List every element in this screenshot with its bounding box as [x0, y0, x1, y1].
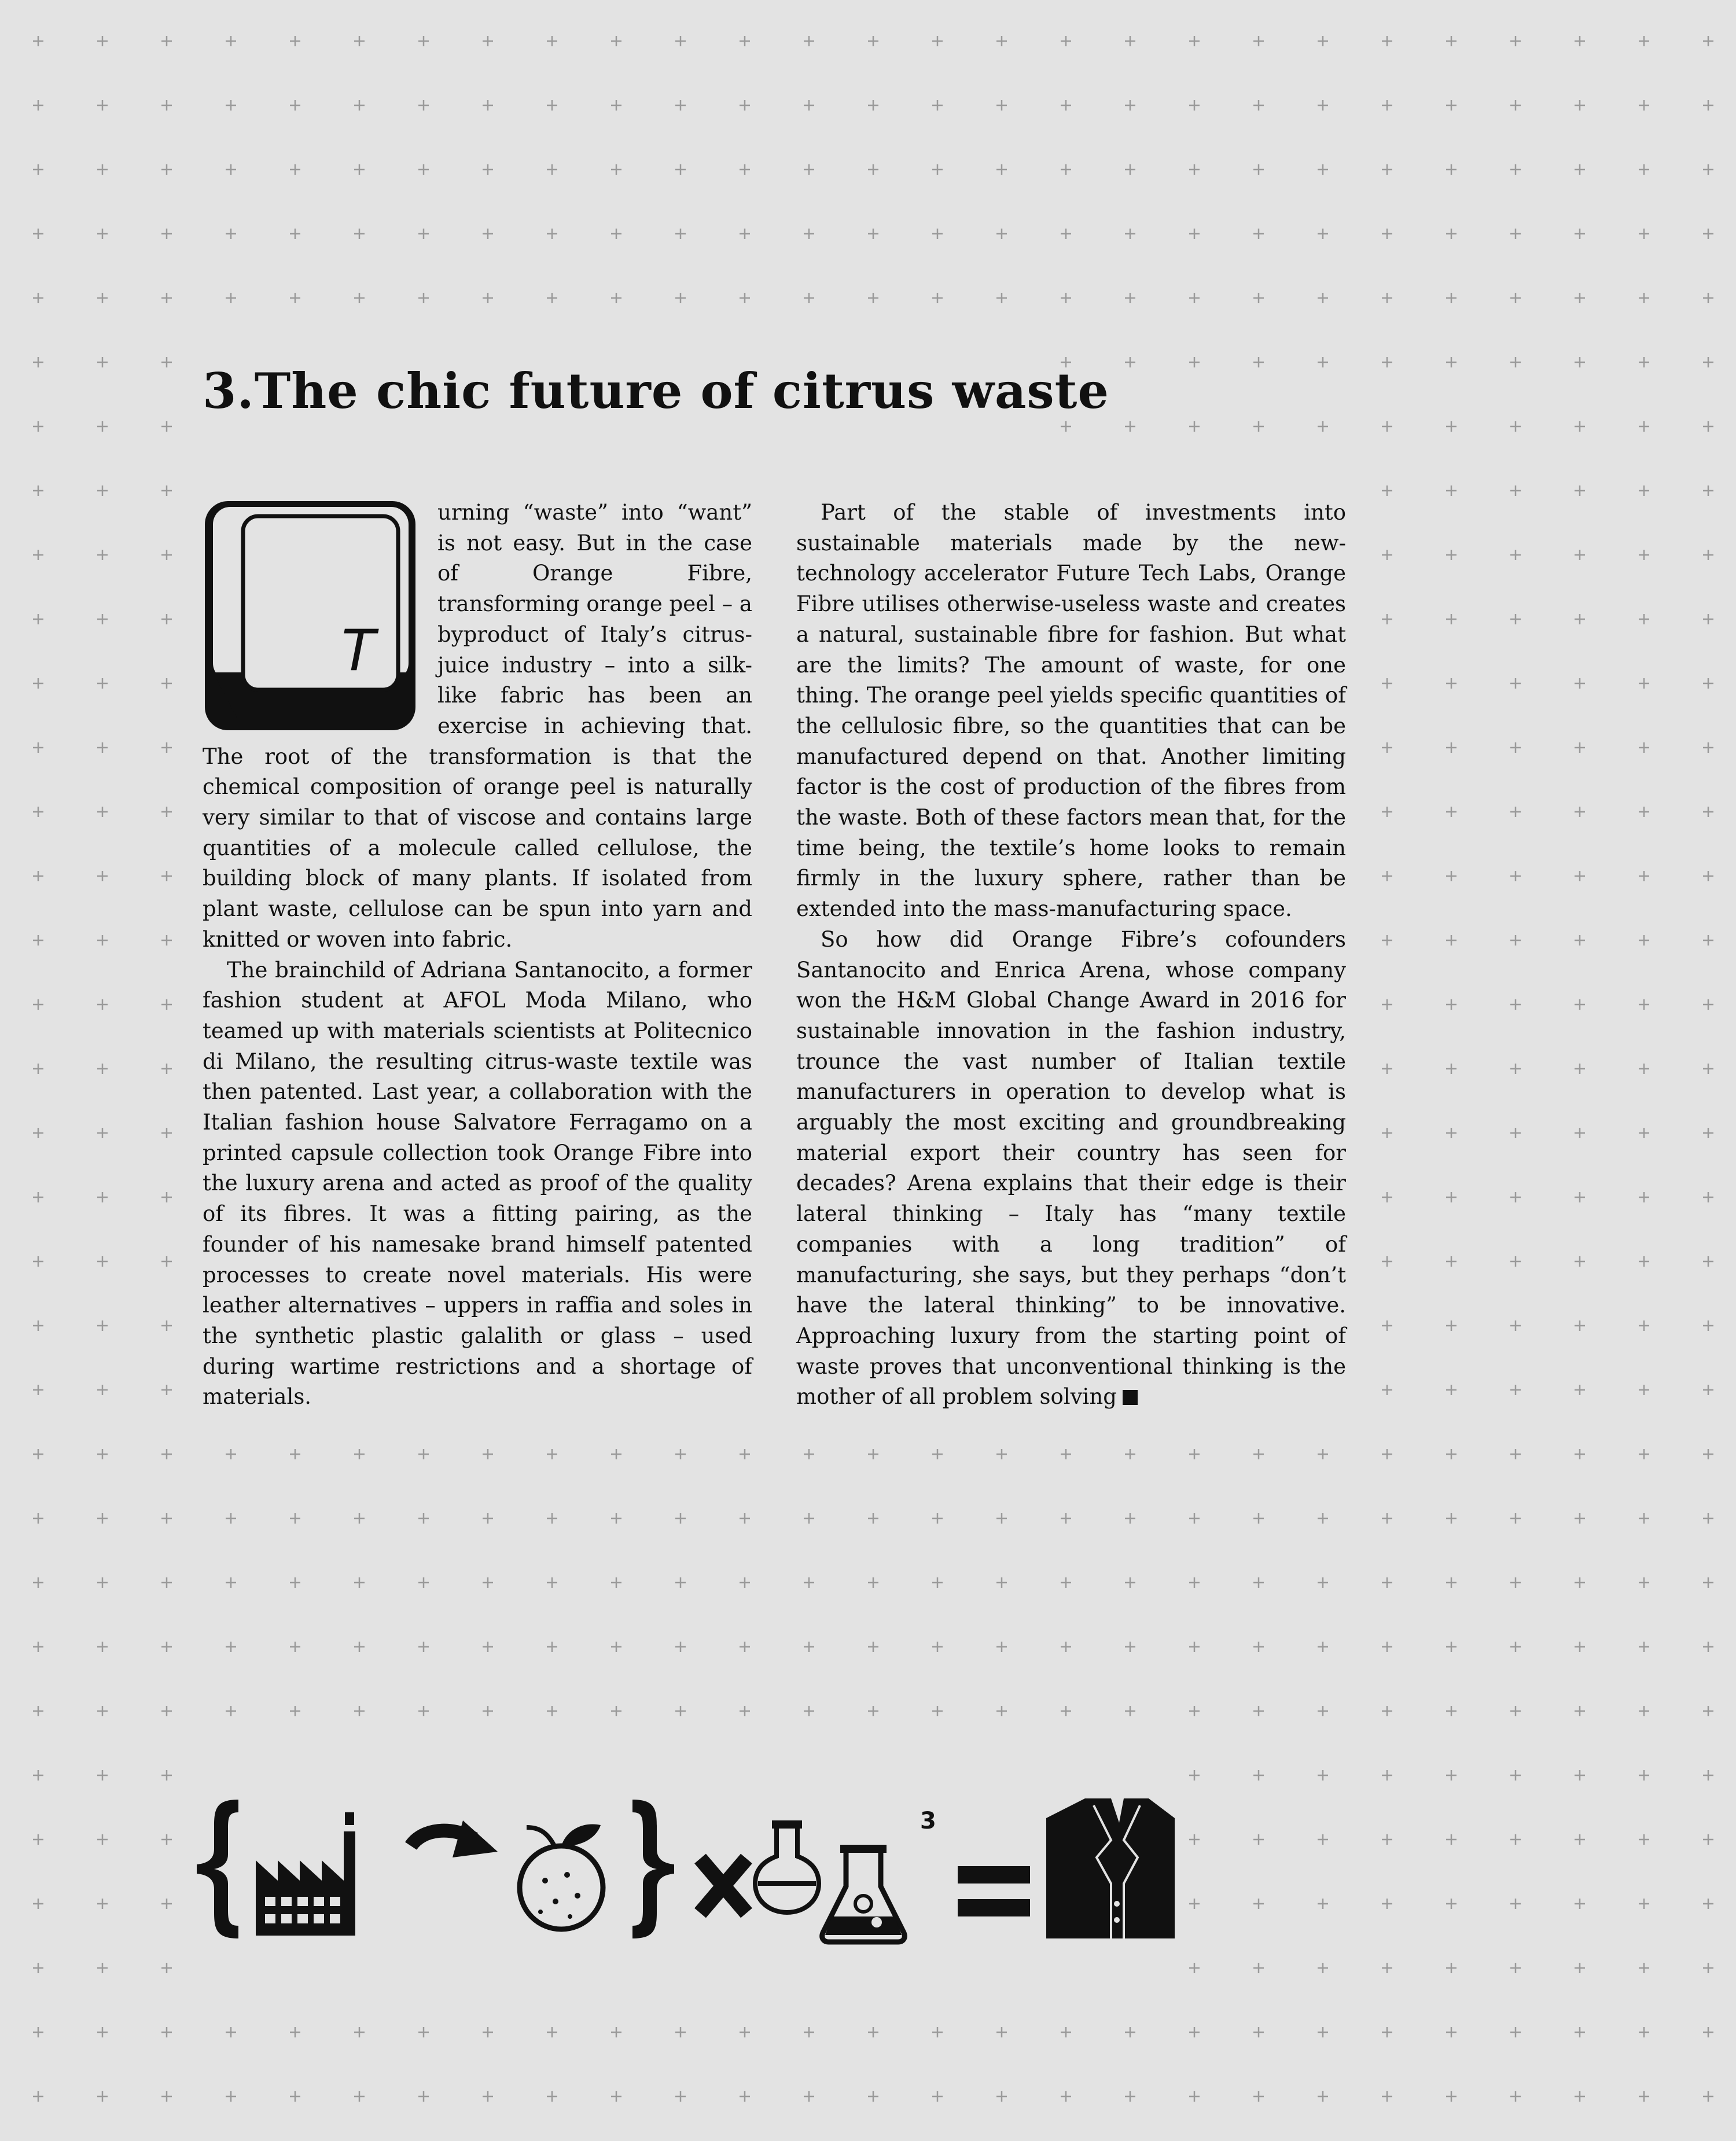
multiply-icon: [700, 1859, 746, 1913]
right-brace-icon: [632, 1800, 674, 1938]
orange-icon: [520, 1824, 603, 1930]
conical-flask-icon: [822, 1845, 905, 1942]
paragraph: Part of the stable of investments into sustainable materials made by the new-technology accelerator Future Tech Labs, Orange Fibre utilises otherwise-useless waste and creates a natural, sustainable fibre for fashion. But what are the limits? The amount of waste, for one thing. The orange peel yields specific quantities of the cellulosic fibre, so the quantities that can be manufactured depend on that. Another limiting factor is the cost of production of the fibres from the waste. Both of these factors mean that, for the time being, the textile’s home looks to remain firmly in the luxury sphere, rather than be extended into the mass-manufacturing space.: [796, 500, 1346, 922]
right-column: [796, 498, 1346, 1412]
jacket-icon: [1046, 1798, 1175, 1938]
paragraph: So how did Orange Fibre’s cofounders Santanocito and Enrica Arena, whose company won the H&M Global Change Award in 2016 for sustainable innovation in the fashion industry, trounce the vast number of Italian textile manufacturers in operation to develop what is arguably the most exciting and groundbreaking material export their country has seen for decades? Arena explains that their edge is their lateral thinking – Italy has “many textile companies with a long tradition” of manufacturing, she says, but they perhaps “don’t have the lateral thinking” to be innovative. Approaching luxury from the starting point of waste proves that unconventional thinking is the mother of all problem solving: [796, 926, 1346, 1410]
left-column: [203, 498, 752, 1412]
left-brace-icon: [197, 1800, 238, 1938]
end-mark-icon: [1123, 1390, 1138, 1405]
drop-cap-letter: T: [339, 616, 376, 683]
curved-arrow-icon: [411, 1820, 498, 1857]
exponent: 3: [920, 1808, 936, 1834]
factory-icon: [256, 1812, 355, 1936]
round-flask-icon: [755, 1820, 819, 1912]
equals-icon: [958, 1866, 1030, 1916]
paragraph: The brainchild of Adriana Santanocito, a former fashion student at AFOL Moda Milano, who teamed up with materials scientists at Politecnico di Milano, the resulting citrus-waste textile was then patented. Last year, a collaboration with the Italian fashion house Salvatore Ferragamo on a printed capsule collection took Orange Fibre into the luxury arena and acted as proof of the quality of its fibres. It was a fitting pairing, as the founder of his namesake brand himself patented processes to create novel materials. His were leather alternatives – uppers in raffia and soles in the synthetic plastic galalith or glass – used during wartime restrictions and a shortage of materials.: [203, 957, 752, 1410]
article-title: 3.The chic future of citrus waste: [203, 362, 1109, 420]
keyboard-key-drop-cap: [203, 499, 418, 733]
equation-illustration: [191, 1765, 1175, 1950]
paragraph: urning “waste” into “want” is not easy. But in the case of Orange Fibre, transforming orange peel – a byproduct of Italy’s citrus-juice industry – into a silk-like fabric has been an exercise in achieving that. The root of the transformation is that the chemical composition of orange peel is naturally very similar to that of viscose and contains large quantities of a molecule called cellulose, the building block of many plants. If isolated from plant waste, cellulose can be spun into yarn and knitted or woven into fabric.: [203, 500, 752, 952]
